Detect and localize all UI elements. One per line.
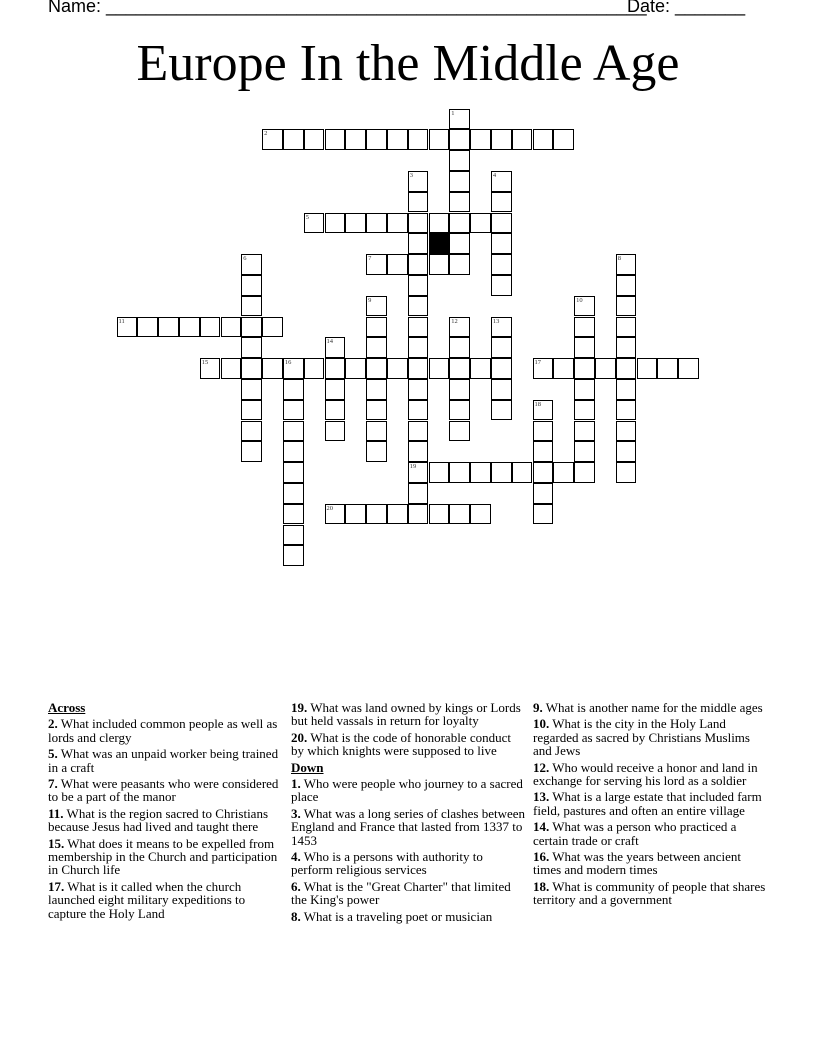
clue-down-18: 18. What is community of people that shares territory and a government [533,878,766,908]
grid-cell[interactable] [512,462,533,483]
grid-cell[interactable] [574,462,595,483]
clue-number: 12 [451,317,458,325]
grid-cell[interactable] [449,358,470,379]
grid-cell[interactable] [574,400,595,421]
grid-cell[interactable] [241,275,262,296]
grid-cell[interactable] [449,254,470,275]
grid-cell[interactable] [491,337,512,358]
across-heading: Across [48,700,86,715]
clue-number: 8 [617,255,621,263]
grid-cell[interactable] [408,358,429,379]
grid-cell[interactable] [241,254,262,275]
grid-cell[interactable] [387,358,408,379]
clue-number: 10 [576,296,583,304]
grid-cell[interactable] [366,296,387,317]
grid-cell[interactable] [408,504,429,525]
grid-cell[interactable] [533,504,554,525]
grid-cell[interactable] [325,337,346,358]
grid-cell[interactable] [283,379,304,400]
grid-cell[interactable] [366,504,387,525]
grid-cell[interactable] [616,441,637,462]
grid-cell[interactable] [366,400,387,421]
grid-cell[interactable] [616,379,637,400]
grid-cell[interactable] [262,358,283,379]
grid-cell[interactable] [574,296,595,317]
clue-number: 1 [451,109,455,117]
clue-down-16: 16. What was the years between ancient times and modern times [533,849,742,878]
grid-cell[interactable] [325,358,346,379]
clue-number: 13 [492,317,500,325]
grid-cell[interactable] [449,150,470,171]
grid-cell[interactable] [470,213,491,234]
grid-cell[interactable] [574,337,595,358]
grid-cell[interactable] [408,192,429,213]
clue-down-6: 6. What is the "Great Charter" that limited the King's power [291,878,511,908]
clue-down-4: 4. Who is a persons with authority to perform religious services [291,849,483,878]
grid-cell[interactable] [491,171,512,192]
grid-cell[interactable] [325,379,346,400]
clue-down-1: 1. Who were people who journey to a sacred place [291,776,523,805]
grid-cell[interactable] [283,545,304,566]
grid-cell[interactable] [678,358,699,379]
grid-cell[interactable] [262,317,283,338]
grid-cell[interactable] [408,400,429,421]
grid-cell[interactable] [491,275,512,296]
grid-cell[interactable] [491,192,512,213]
grid-cell[interactable] [491,462,512,483]
grid-cell[interactable] [345,358,366,379]
clue-across-17: 17. What is it called when the church launched eight military expeditions to capture the Holy Land [48,878,246,921]
grid-cell[interactable] [616,462,637,483]
grid-cell[interactable] [241,296,262,317]
grid-cell[interactable] [179,317,200,338]
grid-cell[interactable] [449,504,470,525]
grid-cell[interactable] [221,317,242,338]
grid-cell[interactable] [408,337,429,358]
grid-cell[interactable] [241,441,262,462]
grid-cell[interactable] [429,504,450,525]
clues-column-1 [48,701,280,923]
grid-cell[interactable] [387,129,408,150]
clue-number: 11 [118,317,125,325]
grid-cell[interactable] [553,358,574,379]
clue-across-5: 5. What was an unpaid worker being trained in a craft [48,746,279,775]
grid-cell[interactable] [345,129,366,150]
grid-cell[interactable] [408,317,429,338]
clue-number: 5 [305,213,309,221]
clue-number: 14 [326,338,333,346]
clue-down-14: 14. What was a person who practiced a certain trade or craft [533,819,737,848]
grid-cell[interactable] [283,441,304,462]
grid-cell[interactable] [262,129,283,150]
grid-cell[interactable] [283,421,304,442]
grid-cell[interactable] [595,358,616,379]
grid-cell[interactable] [491,317,512,338]
grid-cell[interactable] [241,421,262,442]
grid-cell[interactable] [553,129,574,150]
grid-cell[interactable] [491,379,512,400]
grid-cell[interactable] [512,129,533,150]
grid-cell[interactable] [449,233,470,254]
grid-cell[interactable] [387,254,408,275]
clue-number: 6 [243,255,247,263]
grid-cell[interactable] [429,462,450,483]
grid-cell[interactable] [553,462,574,483]
grid-cell[interactable] [449,379,470,400]
grid-cell[interactable] [429,129,450,150]
down-heading: Down [291,759,324,775]
grid-cell[interactable] [158,317,179,338]
clue-number: 2 [264,130,268,138]
grid-cell[interactable] [366,358,387,379]
clue-number: 9 [368,296,372,304]
grid-cell[interactable] [449,129,470,150]
clue-down-8: 8. What is a traveling poet or musician [291,908,493,924]
grid-cell[interactable] [616,358,637,379]
grid-cell[interactable] [241,400,262,421]
grid-cell[interactable] [325,213,346,234]
grid-cell[interactable] [574,379,595,400]
grid-cell[interactable] [616,337,637,358]
grid-cell[interactable] [533,358,554,379]
grid-cell[interactable] [408,441,429,462]
clue-across-15: 15. What does it means to be expelled from membership in the Church and participation in Church life [48,835,278,878]
clue-number: 20 [326,504,333,512]
grid-cell[interactable] [366,441,387,462]
grid-cell[interactable] [283,504,304,525]
grid-cell[interactable] [429,254,450,275]
grid-cell[interactable] [533,462,554,483]
grid-cell[interactable] [283,462,304,483]
date-field[interactable]: Date: _______ [627,0,746,16]
grid-cell[interactable] [429,358,450,379]
clue-number: 7 [368,255,372,263]
grid-cell[interactable] [616,317,637,338]
grid-cell[interactable] [304,129,325,150]
grid-cell[interactable] [491,233,512,254]
grid-cell[interactable] [449,462,470,483]
grid-cell[interactable] [345,504,366,525]
clue-across-20: 20. What is the code of honorable conduct by which knights were supposed to live [291,729,511,759]
grid-cell[interactable] [408,254,429,275]
grid-cell[interactable] [283,129,304,150]
grid-cell[interactable] [408,379,429,400]
grid-cell[interactable] [325,421,346,442]
grid-cell[interactable] [574,441,595,462]
grid-cell[interactable] [221,358,242,379]
grid-cell[interactable] [241,317,262,338]
clue-number: 19 [409,463,417,471]
grid-cell[interactable] [325,400,346,421]
grid-cell[interactable] [533,483,554,504]
grid-cell[interactable] [117,317,138,338]
page-title: Europe In the Middle Age [136,35,680,92]
grid-cell[interactable] [366,317,387,338]
grid-cell[interactable] [470,129,491,150]
clue-down-3: 3. What was a long series of clashes between England and France that lasted from 1337 to 1453 [291,805,526,848]
grid-cell[interactable] [200,317,221,338]
grid-cell[interactable] [637,358,658,379]
clue-number: 3 [409,171,413,179]
grid-cell[interactable] [283,358,304,379]
grid-cell[interactable] [574,317,595,338]
clue-number: 4 [492,171,497,179]
grid-cell[interactable] [449,400,470,421]
clue-across-11: 11. What is the region sacred to Christians because Jesus had lived and taught there [48,805,269,835]
grid-cell[interactable] [616,254,637,275]
grid-cell[interactable] [533,421,554,442]
grid-cell[interactable] [574,421,595,442]
grid-cell[interactable] [366,129,387,150]
clue-number: 17 [534,359,541,367]
grid-cell[interactable] [241,358,262,379]
grid-cell[interactable] [366,213,387,234]
grid-cell[interactable] [491,129,512,150]
grid-cell[interactable] [325,129,346,150]
grid-cell[interactable] [408,483,429,504]
name-field[interactable]: Name: ______________________________________________________ [48,0,647,16]
grid-cell[interactable] [491,358,512,379]
grid-cell[interactable] [408,462,429,483]
clue-down-12: 12. Who would receive a honor and land in exchange for serving his lord as a soldier [533,759,758,789]
grid-cell[interactable] [470,462,491,483]
clue-across-19: 19. What was land owned by kings or Lords but held vassals in return for loyalty [291,700,521,729]
grid-cell[interactable] [616,296,637,317]
grid-cell[interactable] [408,296,429,317]
clues-column-2 [291,701,526,926]
grid-cell[interactable] [387,504,408,525]
grid-cell[interactable] [533,129,554,150]
grid-cell[interactable] [449,192,470,213]
grid-cell[interactable] [345,213,366,234]
grid-cell[interactable] [449,171,470,192]
grid-cell[interactable] [283,400,304,421]
grid-cell[interactable] [491,254,512,275]
clue-down-10: 10. What is the city in the Holy Land regarded as sacred by Christians Muslims and Jews [533,716,750,759]
grid-cell[interactable] [304,213,325,234]
grid-cell[interactable] [408,213,429,234]
grid-cell[interactable] [470,504,491,525]
grid-cell[interactable] [429,213,450,234]
clue-across-7: 7. What were peasants who were considered to be a part of the manor [48,776,279,805]
grid-cell[interactable] [449,109,470,130]
grid-cell[interactable] [366,254,387,275]
grid-cell[interactable] [241,379,262,400]
grid-cell[interactable] [283,525,304,546]
grid-cell[interactable] [325,504,346,525]
grid-cell[interactable] [616,275,637,296]
grid-cell[interactable] [366,421,387,442]
clue-number: 15 [201,359,209,367]
clue-down-13: 13. What is a large estate that included farm field, pastures and often an entire village [533,789,762,818]
grid-cell[interactable] [366,337,387,358]
grid-cell[interactable] [470,358,491,379]
grid-cell[interactable] [137,317,158,338]
grid-cell[interactable] [408,421,429,442]
clue-across-2: 2. What included common people as well as lords and clergy [48,716,278,745]
grid-cell[interactable] [241,337,262,358]
clue-down-9: 9. What is another name for the middle ages [533,700,763,715]
grid-cell[interactable] [574,358,595,379]
grid-cell[interactable] [387,213,408,234]
grid-cell[interactable] [449,337,470,358]
grid-cell[interactable] [657,358,678,379]
grid-cell[interactable] [449,317,470,338]
clue-number: 18 [534,400,541,408]
grid-cell[interactable] [616,400,637,421]
grid-cell[interactable] [491,400,512,421]
grid-cell[interactable] [533,400,554,421]
grid-cell[interactable] [616,421,637,442]
clues-column-3 [533,701,768,910]
grid-cell[interactable] [491,213,512,234]
grid-cell[interactable] [283,483,304,504]
grid-cell[interactable] [408,275,429,296]
grid-cell[interactable] [449,213,470,234]
clue-number: 16 [284,359,292,367]
grid-cell[interactable] [408,129,429,150]
grid-cell[interactable] [408,233,429,254]
grid-cell[interactable] [449,421,470,442]
grid-cell[interactable] [366,379,387,400]
grid-cell[interactable] [304,358,325,379]
grid-cell[interactable] [200,358,221,379]
grid-cell[interactable] [533,441,554,462]
grid-cell[interactable] [408,171,429,192]
black-cell [429,233,450,254]
